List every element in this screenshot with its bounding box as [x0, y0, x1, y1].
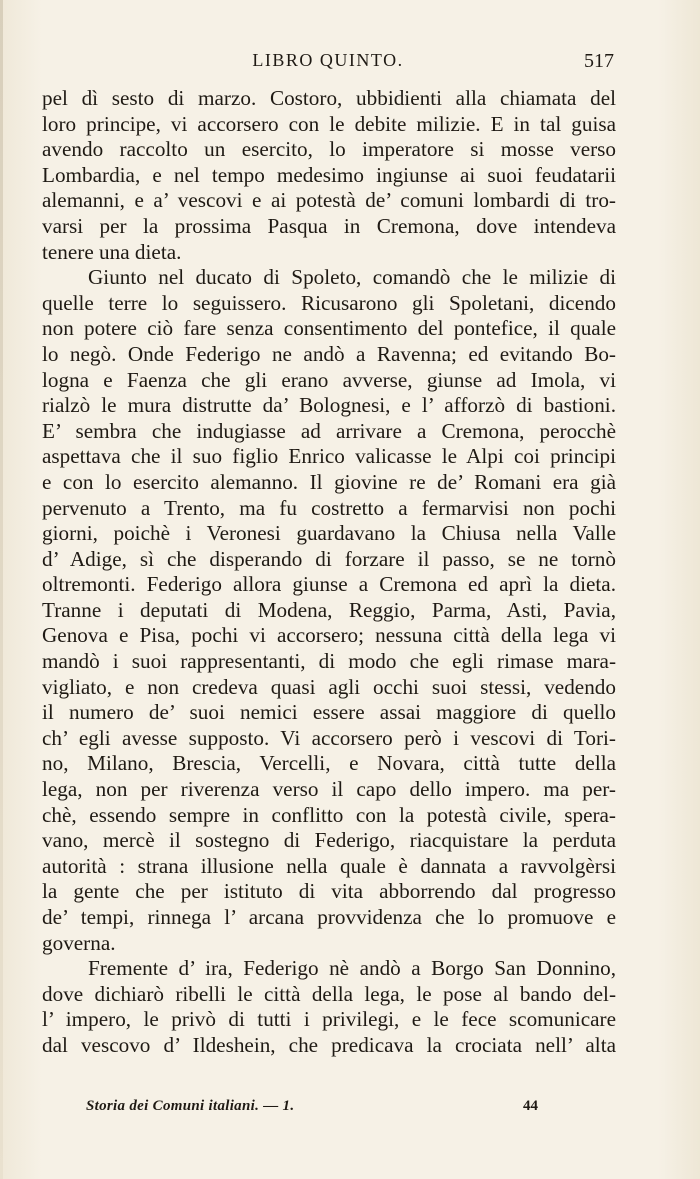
text-line: varsi per la prossima Pasqua in Cremona, dove intendeva	[42, 213, 616, 238]
text-line: pervenuto a Trento, ma fu costretto a fermarvisi non pochi	[42, 495, 616, 520]
page-header	[42, 50, 614, 74]
text-line: dal vescovo d’ Ildeshein, che predicava la crociata nell’ alta	[42, 1032, 616, 1057]
text-line: il numero de’ suoi nemici essere assai maggiore di quello	[42, 700, 616, 725]
text-line: rialzò le mura distrutte da’ Bolognesi, e l’ afforzò di bastioni.	[42, 393, 616, 418]
text-line: non potere ciò fare senza consentimento del pontefice, il quale	[42, 316, 616, 341]
text-line: logna e Faenza che gli erano avverse, giunse ad Imola, vi	[42, 367, 616, 392]
text-line: autorità : strana illusione nella quale è dannata a ravvolgèrsi	[42, 853, 616, 878]
page-footer	[86, 1098, 566, 1120]
body-text	[42, 86, 616, 1059]
running-title: LIBRO QUINTO.	[252, 50, 404, 70]
text-line: dove dichiarò ribelli le città della lega, le pose al bando del-	[42, 981, 616, 1006]
text-line: E’ sembra che indugiasse ad arrivare a Cremona, perocchè	[42, 418, 616, 443]
text-line: governa.	[42, 930, 116, 955]
text-line: lega, non per riverenza verso il capo dello impero. ma per-	[42, 777, 616, 802]
text-line: vigliato, e non credeva quasi agli occhi suoi stessi, vedendo	[42, 674, 616, 699]
text-line: Genova e Pisa, pochi vi accorsero; nessuna città della lega vi	[42, 623, 616, 648]
text-line: d’ Adige, sì che disperando di forzare il passo, se ne tornò	[42, 546, 616, 571]
text-line: vano, mercè il sostegno di Federigo, riacquistare la perduta	[42, 828, 616, 853]
text-line: loro principe, vi accorsero con le debite milizie. E in tal guisa	[42, 111, 616, 136]
page-edge	[0, 0, 3, 1179]
page-number: 517	[584, 50, 614, 72]
text-line: no, Milano, Brescia, Vercelli, e Novara, città tutte della	[42, 751, 616, 776]
text-line: de’ tempi, rinnega l’ arcana provvidenza che lo promuove e	[42, 905, 616, 929]
text-line: aspettava che il suo figlio Enrico valicasse le Alpi coi principi	[42, 444, 616, 469]
footer-book-title: Storia dei Comuni italiani. — 1.	[86, 1098, 295, 1114]
text-line: alemanni, e a’ vescovi e ai potestà de’ comuni lombardi di tro-	[42, 188, 616, 213]
text-line: quelle terre lo seguissero. Ricusarono gli Spoletani, dicendo	[42, 290, 616, 315]
text-line: pel dì sesto di marzo. Costoro, ubbidienti alla chiamata del	[42, 86, 616, 110]
signature-mark: 44	[523, 1098, 538, 1114]
text-line: la gente che per istituto di vita abborrendo dal progresso	[42, 879, 616, 904]
text-line: giorni, poichè i Veronesi guardavano la Chiusa nella Valle	[42, 521, 616, 546]
text-line: mandò i suoi rappresentanti, di modo che egli rimase mara-	[42, 649, 616, 674]
text-line: lo negò. Onde Federigo ne andò a Ravenna; ed evitando Bo-	[42, 341, 616, 366]
text-line: Giunto nel ducato di Spoleto, comandò che le milizie di	[88, 265, 616, 290]
text-line: tenere una dieta.	[42, 239, 182, 264]
text-line: Fremente d’ ira, Federigo nè andò a Borgo San Donnino,	[88, 956, 616, 981]
text-line: e con lo esercito alemanno. Il giovine re de’ Romani era già	[42, 469, 616, 494]
text-line: oltremonti. Federigo allora giunse a Cremona ed aprì la dieta.	[42, 572, 616, 597]
text-line: avendo raccolto un esercito, lo imperatore si mosse verso	[42, 137, 616, 162]
text-line: l’ impero, le privò di tutti i privilegi, e le fece scomunicare	[42, 1007, 616, 1032]
text-line: Lombardia, e nel tempo medesimo ingiunse ai suoi feudatarii	[42, 162, 616, 187]
text-line: ch’ egli avesse supposto. Vi accorsero però i vescovi di Tori-	[42, 725, 616, 750]
text-line: chè, essendo sempre in conflitto con la potestà civile, spera-	[42, 802, 616, 827]
text-line: Tranne i deputati di Modena, Reggio, Parma, Asti, Pavia,	[42, 597, 616, 622]
